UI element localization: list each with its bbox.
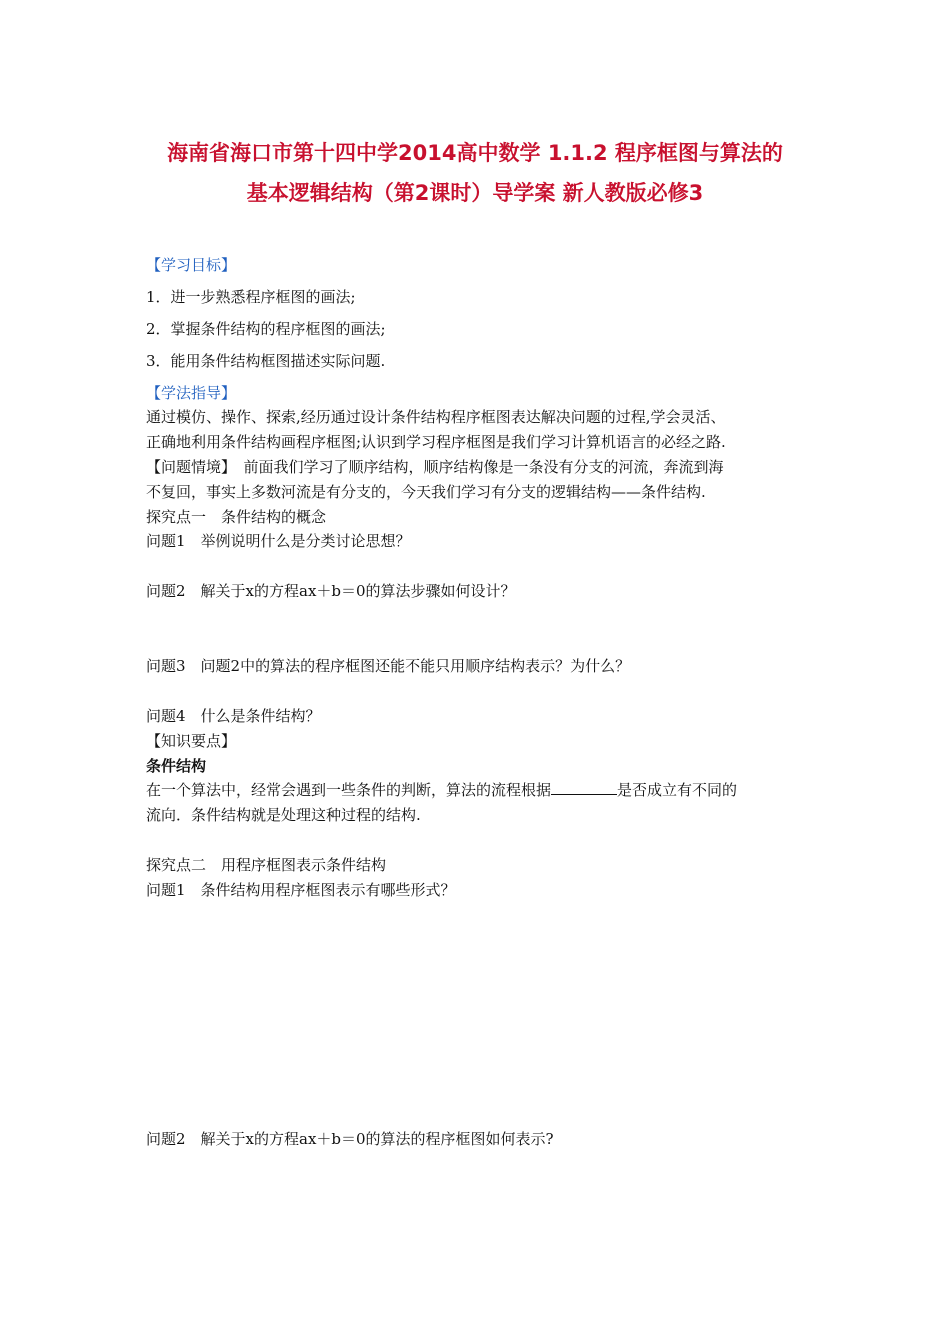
- guide-heading: 【学法指导】: [146, 384, 237, 402]
- explore2-question-2: 问题2 解关于x的方程ax＋b＝0的算法的程序框图如何表示?: [146, 1130, 554, 1148]
- guide-line-1: 通过模仿、操作、探索,经历通过设计条件结构程序框图表达解决问题的过程,学会灵活、: [146, 408, 726, 426]
- goal-item-3: 3．能用条件结构框图描述实际问题.: [146, 352, 386, 370]
- definition-text-before: 在一个算法中，经常会遇到一些条件的判断，算法的流程根据: [146, 781, 552, 799]
- knowledge-definition-line-1: [146, 780, 737, 800]
- explore1-question-3: 问题3 问题2中的算法的程序框图还能不能只用顺序结构表示？为什么？: [146, 657, 631, 675]
- explore1-question-1: 问题1 举例说明什么是分类讨论思想？: [146, 532, 411, 550]
- situation-line-2: 不复回，事实上多数河流是有分支的，今天我们学习有分支的逻辑结构——条件结构.: [146, 483, 706, 501]
- document-title-line-2: 基本逻辑结构（第2课时）导学案 新人教版必修3: [246, 181, 704, 205]
- fill-in-blank: [551, 780, 617, 795]
- explore1-question-2: 问题2 解关于x的方程ax＋b＝0的算法步骤如何设计？: [146, 582, 516, 600]
- knowledge-heading: 【知识要点】: [146, 732, 237, 750]
- explore1-heading: 探究点一 条件结构的概念: [146, 508, 327, 526]
- situation-line-1: 【问题情境】 前面我们学习了顺序结构，顺序结构像是一条没有分支的河流，奔流到海: [146, 458, 724, 476]
- goals-heading: 【学习目标】: [146, 256, 237, 274]
- goal-item-1: 1．进一步熟悉程序框图的画法;: [146, 288, 356, 306]
- goal-item-2: 2．掌握条件结构的程序框图的画法;: [146, 320, 386, 338]
- explore1-question-4: 问题4 什么是条件结构？: [146, 707, 321, 725]
- explore2-question-1: 问题1 条件结构用程序框图表示有哪些形式？: [146, 881, 456, 899]
- definition-text-after: 是否成立有不同的: [617, 781, 738, 799]
- guide-line-2: 正确地利用条件结构画程序框图;认识到学习程序框图是我们学习计算机语言的必经之路.: [146, 433, 726, 451]
- explore2-heading: 探究点二 用程序框图表示条件结构: [146, 856, 387, 874]
- knowledge-term: 条件结构: [146, 757, 207, 775]
- knowledge-definition-line-2: 流向．条件结构就是处理这种过程的结构.: [146, 806, 421, 824]
- document-title-line-1: 海南省海口市第十四中学2014高中数学 1.1.2 程序框图与算法的: [167, 141, 783, 165]
